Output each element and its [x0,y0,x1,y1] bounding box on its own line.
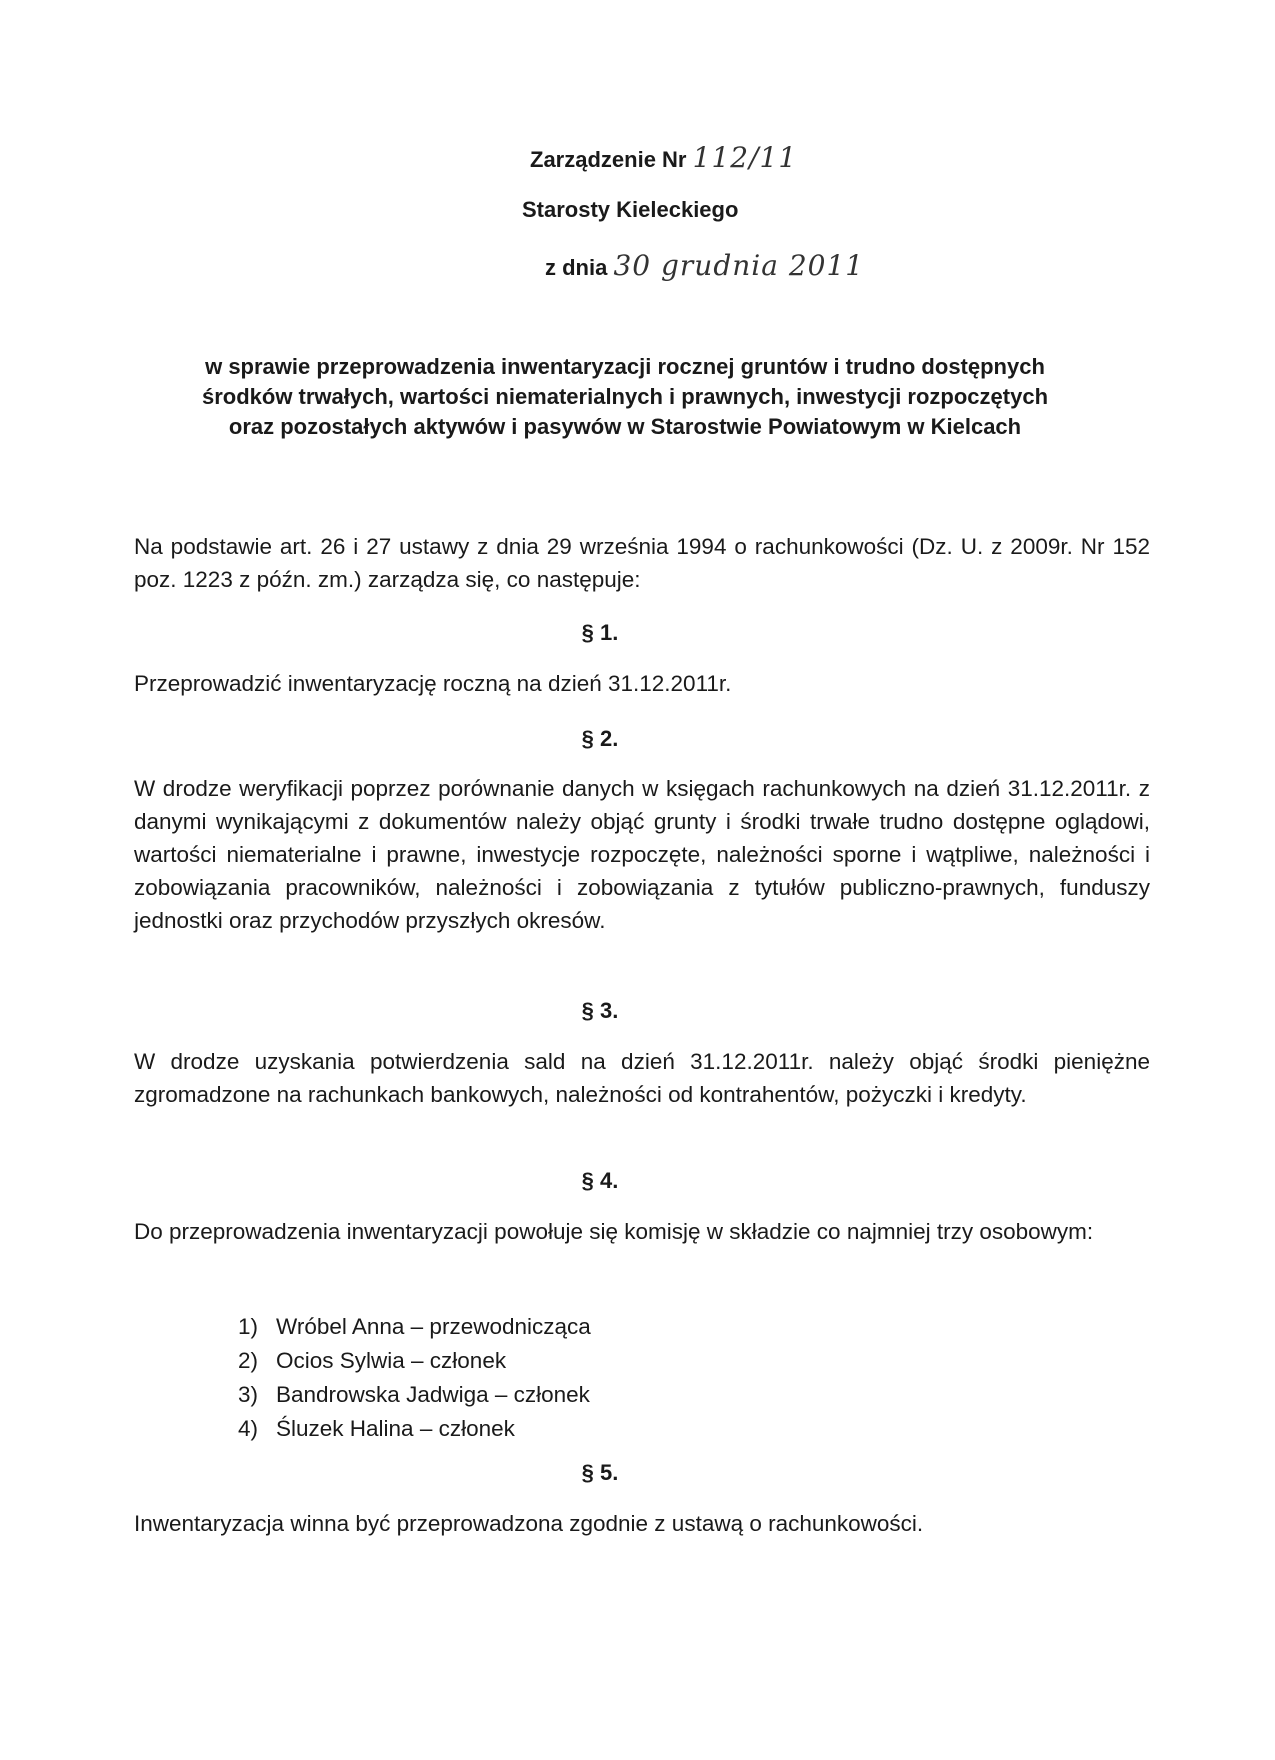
section-text: Przeprowadzić inwentaryzację roczną na dzień 31.12.2011r. [134,671,732,696]
list-number: 2) [238,1348,259,1373]
date-label: z dnia [545,255,608,280]
order-title [530,141,798,174]
committee-list [238,1310,591,1446]
list-item [238,1412,591,1446]
section-mark: § 1. [581,620,619,645]
list-item [238,1344,591,1378]
subject-line: środków trwałych, wartości niematerialnych i prawnych, inwestycji rozpoczętych [201,384,1049,409]
section-text: Inwentaryzacja winna być przeprowadzona zgodnie z ustawą o rachunkowości. [134,1511,924,1536]
order-date [545,249,865,282]
subject-line: w sprawie przeprowadzenia inwentaryzacji rocznej gruntów i trudno dostępnych [205,354,1045,379]
list-item [238,1310,591,1344]
list-text: Bandrowska Jadwiga – członek [276,1382,590,1407]
section-text: W drodze uzyskania potwierdzenia sald na dzień 31.12.2011r. należy objąć środki pieniężne zgromadzone na rachunkach bankowych, należności od kontrahentów, pożyczki i kredyty. [134,1049,1150,1107]
list-text: Śluzek Halina – członek [276,1416,515,1441]
list-number: 1) [238,1314,259,1339]
list-text: Wróbel Anna – przewodnicząca [276,1314,591,1339]
section-text: Do przeprowadzenia inwentaryzacji powołuje się komisję w składzie co najmniej trzy osobowym: [134,1219,1094,1244]
issuer: Starosty Kieleckiego [522,197,739,222]
section-mark: § 2. [581,726,619,751]
preamble: Na podstawie art. 26 i 27 ustawy z dnia 29 września 1994 o rachunkowości (Dz. U. z 2009r. Nr 152 poz. 1223 z późn. zm.) zarządza się, co następuje: [134,534,1150,592]
list-number: 3) [238,1382,259,1407]
section-text: W drodze weryfikacji poprzez porównanie danych w księgach rachunkowych na dzień 31.12.2011r. z danymi wynikającymi z dokumentów należy objąć grunty i środki trwałe trudno dostępne oglądowi, wartości niematerialne i prawne, inwestycje rozpoczęte, należności sporne i wątpliwe, należności i zobowiązania pracowników, należności i zobowiązania z tytułów publiczno-prawnych, funduszy jednostki oraz przychodów przyszłych okresów. [134,776,1150,933]
section-mark: § 5. [581,1460,619,1485]
section-mark: § 4. [581,1168,619,1193]
document-subject [120,352,1130,442]
list-text: Ocios Sylwia – członek [276,1348,507,1373]
list-number: 4) [238,1416,259,1441]
list-item [238,1378,591,1412]
order-number-handwritten: 112/11 [692,141,798,174]
date-handwritten: 30 grudnia 2011 [613,249,865,282]
subject-line: oraz pozostałych aktywów i pasywów w Starostwie Powiatowym w Kielcach [228,414,1022,439]
section-mark: § 3. [581,998,619,1023]
order-label: Zarządzenie Nr [530,147,687,172]
